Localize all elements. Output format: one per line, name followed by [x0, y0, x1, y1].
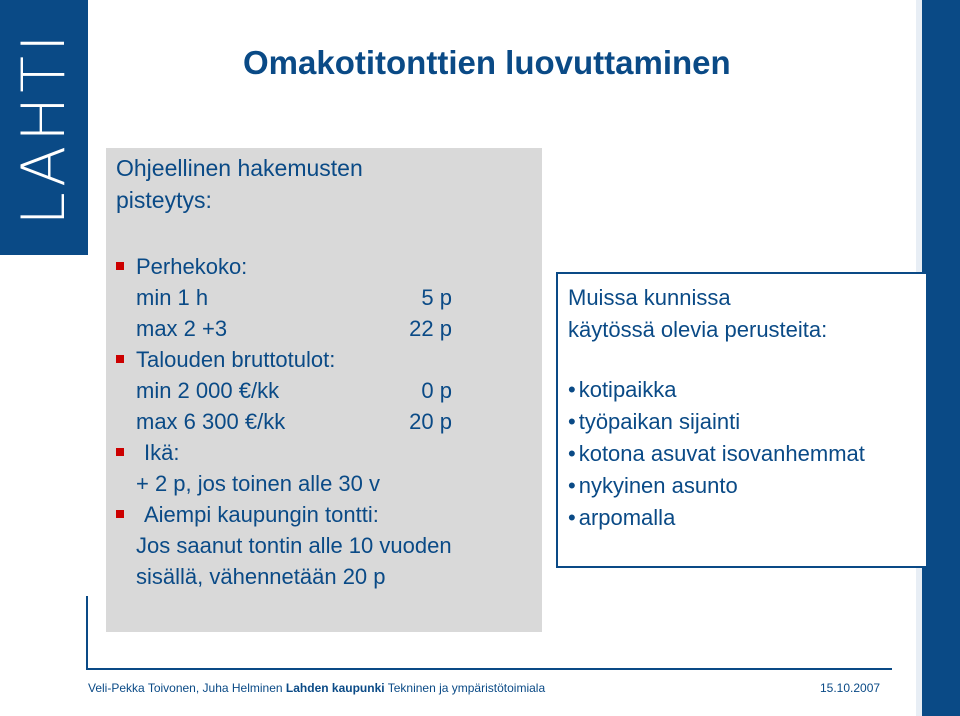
panel-heading [116, 152, 516, 216]
list-item [568, 406, 740, 437]
list-item [568, 438, 865, 469]
prior-plot-rule-line1: Jos saanut tontin alle 10 vuoden [136, 533, 452, 558]
footer-divider [86, 668, 892, 670]
bullet-icon: • [568, 409, 576, 434]
footer-organization: Lahden kaupunki [285, 681, 385, 695]
panel-heading-line1: Ohjeellinen hakemusten [116, 155, 363, 181]
info-heading-line2: käytössä olevia perusteita: [568, 317, 828, 342]
bullet-icon: • [568, 441, 576, 466]
logo-bar [0, 0, 88, 255]
info-heading [568, 282, 908, 346]
footer-date: 15.10.2007 [820, 681, 881, 695]
criterion-age: Ikä: [144, 440, 180, 465]
list-item [568, 374, 677, 405]
bullet-icon: • [568, 377, 576, 402]
criterion-family-size: Perhekoko: [136, 254, 248, 279]
list-item-label: kotipaikka [578, 377, 677, 402]
criterion-prior-plot: Aiempi kaupungin tontti: [144, 502, 379, 527]
list-item-label: työpaikan sijainti [578, 409, 741, 434]
square-bullet-icon [116, 355, 124, 363]
footer-authors: Veli-Pekka Toivonen, Juha Helminen [88, 681, 283, 695]
prior-plot-rule-line2: sisällä, vähennetään 20 p [136, 564, 386, 589]
lahti-logo: LAHTI [9, 30, 79, 226]
criterion-income: Talouden bruttotulot: [136, 347, 336, 372]
slide-title: Omakotitonttien luovuttaminen [243, 44, 731, 81]
age-rule: + 2 p, jos toinen alle 30 v [136, 471, 380, 496]
square-bullet-icon [116, 262, 124, 270]
row-points: 5 p [421, 285, 452, 310]
row-points: 22 p [409, 316, 452, 341]
row-label: min 2 000 €/kk [136, 378, 280, 403]
scoring-panel [106, 148, 542, 632]
list-item-label: arpomalla [578, 505, 676, 530]
panel-heading-line2: pisteytys: [116, 187, 212, 213]
footer-divider-vertical [86, 596, 88, 670]
square-bullet-icon [116, 510, 124, 518]
info-heading-line1: Muissa kunnissa [568, 285, 731, 310]
list-item [568, 470, 738, 501]
list-item-label: nykyinen asunto [578, 473, 738, 498]
row-label: max 6 300 €/kk [136, 409, 286, 434]
footer-credits [88, 681, 545, 695]
bullet-icon: • [568, 505, 576, 530]
list-item [568, 502, 675, 533]
row-label: max 2 +3 [136, 316, 228, 341]
square-bullet-icon [116, 448, 124, 456]
bullet-icon: • [568, 473, 576, 498]
row-points: 20 p [409, 409, 452, 434]
row-label: min 1 h [136, 285, 209, 310]
row-points: 0 p [421, 378, 452, 403]
other-municipalities-box [556, 272, 928, 568]
list-item-label: kotona asuvat isovanhemmat [578, 441, 865, 466]
footer-department: Tekninen ja ympäristötoimiala [387, 681, 546, 695]
